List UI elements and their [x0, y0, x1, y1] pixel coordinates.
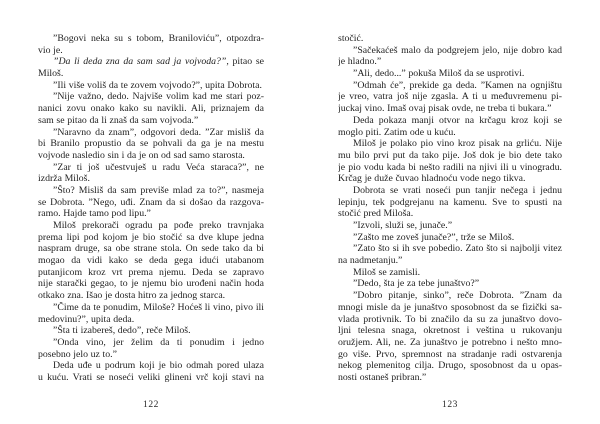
paragraph — [338, 278, 562, 290]
text-line: nanici zovu onako kako su navikli. Ali, priznajem da — [38, 103, 264, 115]
text-line: vlada protivnik. To bi značilo da su za junaštvo dovo- — [338, 313, 562, 325]
text-line: lepinju, tek podgrejanu na kamenu. Sve to spusti na — [338, 196, 562, 208]
text-line: Miloš se zamisli. — [353, 266, 421, 278]
paragraph — [338, 33, 562, 45]
paragraph — [38, 162, 264, 185]
text-line: mogao da vidi kako se deda gega idući utabanom — [38, 255, 264, 267]
text-line: ”Što? Misliš da sam previše mlad za to?”, nasmeja — [53, 184, 264, 196]
paragraph — [338, 185, 562, 220]
paragraph — [38, 220, 264, 302]
text-line: medovinu?”, upita deda. — [38, 313, 135, 325]
text-line: izdrža Miloš. — [38, 173, 90, 185]
text-line: nije starački gegao, to je njemu bio urođeni način hoda — [38, 278, 264, 290]
text-line: ”Odmah će”, prekide ga deda. ”Kamen na ognjištu — [353, 79, 562, 91]
paragraph — [38, 185, 264, 220]
page-number-left: 122 — [142, 400, 160, 410]
text-line: u kuću. Vrati se noseći veliki glineni vrč koji stavi na — [38, 371, 264, 383]
paragraph — [338, 45, 562, 68]
text-line: ”Ili više voliš da te zovem vojvodo?”, upita Dobrota. — [53, 79, 262, 91]
text-line: ramo. Hajde tamo pod lipu.” — [38, 208, 151, 220]
text-line: stočić pred Miloša. — [338, 208, 414, 220]
italic-text-segment: ”Da li deda zna da sam sad ja vojvoda?” — [53, 56, 227, 68]
text-line: juckaj vino. Imaš ovaj pisak ovde, ne treba ti bukara.” — [338, 103, 552, 115]
page-column-left — [38, 33, 264, 384]
paragraph — [38, 91, 264, 126]
text-line: Krčag je duže čuvao hladnoću vode nego tikva. — [338, 173, 526, 185]
text-line: ”Bogovi neka su s tobom, Braniloviću”, otpozdra- — [53, 33, 264, 44]
text-line: je hladno.” — [338, 56, 382, 68]
text-line: ”Zato što si ih sve pobedio. Zato što si najbolji vitez — [353, 243, 562, 255]
text-line: Deda uđe u podrum koji je bio odmah pored ulaza — [53, 360, 264, 372]
paragraph — [338, 232, 562, 244]
text-line: otkako zna. Išao je dosta hitro za jednog starca. — [38, 290, 226, 302]
paragraph — [338, 267, 562, 279]
paragraph — [338, 243, 562, 266]
text-line: ”Zašto me zoveš junače?”, trže se Miloš. — [353, 231, 515, 243]
text-line: vojvode nasledio sin i da je on od sad samo starosta. — [38, 149, 245, 161]
text-line: je vreo, vatra još nije zgasla. A ti u međuvremenu pi- — [338, 91, 562, 103]
text-line: Deda pokaza manji otvor na krčagu kroz koji se — [353, 114, 562, 126]
text-line: na nadmetanju.” — [338, 255, 403, 267]
text-line: sam se pitao da li znaš da sam vojvoda.” — [38, 114, 199, 126]
text-line: ”Dobro pitanje, sinko”, reče Dobrota. ”Znam da — [353, 290, 562, 302]
text-line: ljni telesna snaga, okretnost i veština u rukovanju — [338, 325, 562, 337]
paragraph — [38, 56, 264, 79]
text-line: ”Sačekaćeš malo da podgrejem jelo, nije dobro kad — [353, 44, 562, 56]
text-line: mnogi misle da je junaštvo sposobnost da se fizički sa- — [338, 301, 562, 313]
paragraph — [338, 290, 562, 384]
text-line: vio je. — [38, 44, 63, 56]
text-line: ”Čime da te ponudim, Miloše? Hoćeš li vino, pivo ili — [53, 301, 264, 313]
text-line: ”Zar ti još učestvuješ u radu Veća staraca?”, ne — [53, 161, 264, 173]
text-line: Dobrota se vrati noseći pun tanjir nečega i jednu — [353, 184, 562, 196]
paragraph — [38, 360, 264, 383]
text-line: ”Onda vino, jer želim da ti ponudim i jedno — [53, 336, 264, 348]
paragraph — [38, 33, 264, 56]
text-line: Miloš. — [38, 68, 64, 80]
text-line: ”Dedo, šta je za tebe junaštvo?” — [353, 278, 480, 290]
paragraph — [38, 325, 264, 337]
text-line: stočić. — [338, 33, 364, 44]
text-line: se Dobrota. ”Nego, uđi. Znam da si došao da razgova- — [38, 196, 264, 208]
paragraph — [338, 80, 562, 115]
text-line: posebno jelo uz to.” — [38, 348, 117, 360]
text-line: putanjicom kroz vrt prema njemu. Deda se zapravo — [38, 266, 264, 278]
page-number-right: 123 — [441, 400, 459, 410]
text-line: Miloš je polako pio vino kroz pisak na grliću. Nije — [353, 138, 562, 150]
text-segment: , pitao se — [226, 56, 264, 68]
text-line: ”Ali, dedo...” pokuša Miloš da se usprotivi. — [353, 68, 525, 80]
text-line: je pio vodu kada bi nešto radili na njivi ili u vinogradu. — [338, 161, 562, 173]
paragraph — [338, 68, 562, 80]
text-line — [38, 56, 264, 68]
paragraph — [338, 115, 562, 138]
text-line: ”Izvoli, služi se, junače.” — [353, 220, 453, 231]
text-line: naspram druge, sa obe strane stola. On sede tako da bi — [38, 243, 264, 255]
text-line: prema lipi pod kojom je bio stočić sa dve klupe jedna — [38, 231, 264, 243]
text-line: ”Naravno da znam”, odgovori deda. ”Zar misliš da — [53, 126, 264, 138]
page-column-right — [338, 33, 562, 384]
text-line: moglo piti. Zatim ode u kuću. — [338, 126, 456, 138]
paragraph — [38, 80, 264, 92]
text-line: bi Branilo propustio da se pohvali da ga je na mestu — [38, 138, 264, 150]
paragraph — [38, 337, 264, 360]
text-line: nekog plemenitog cilja. Drugo, sposobnost da u opas- — [338, 360, 562, 372]
text-line: oružjem. Ali, ne. Za junaštvo je potrebno i nešto mno- — [338, 336, 562, 348]
paragraph — [38, 127, 264, 162]
text-line: mu bilo prvi put da tako pije. Još dok je bio dete tako — [338, 149, 562, 161]
text-line: nosti ostaneš pribran.” — [338, 371, 427, 383]
text-line: ”Šta ti izabereš, dedo”, reče Miloš. — [53, 325, 191, 337]
text-line: ”Nije važno, dedo. Najviše volim kad me stari poz- — [53, 91, 264, 103]
paragraph — [38, 302, 264, 325]
paragraph — [338, 138, 562, 185]
text-line: go više. Prvo, spremnost na stradanje radi ostvarenja — [338, 348, 562, 360]
text-line: Miloš prekorači ogradu pa pođe preko travnjaka — [53, 220, 264, 231]
paragraph — [338, 220, 562, 232]
